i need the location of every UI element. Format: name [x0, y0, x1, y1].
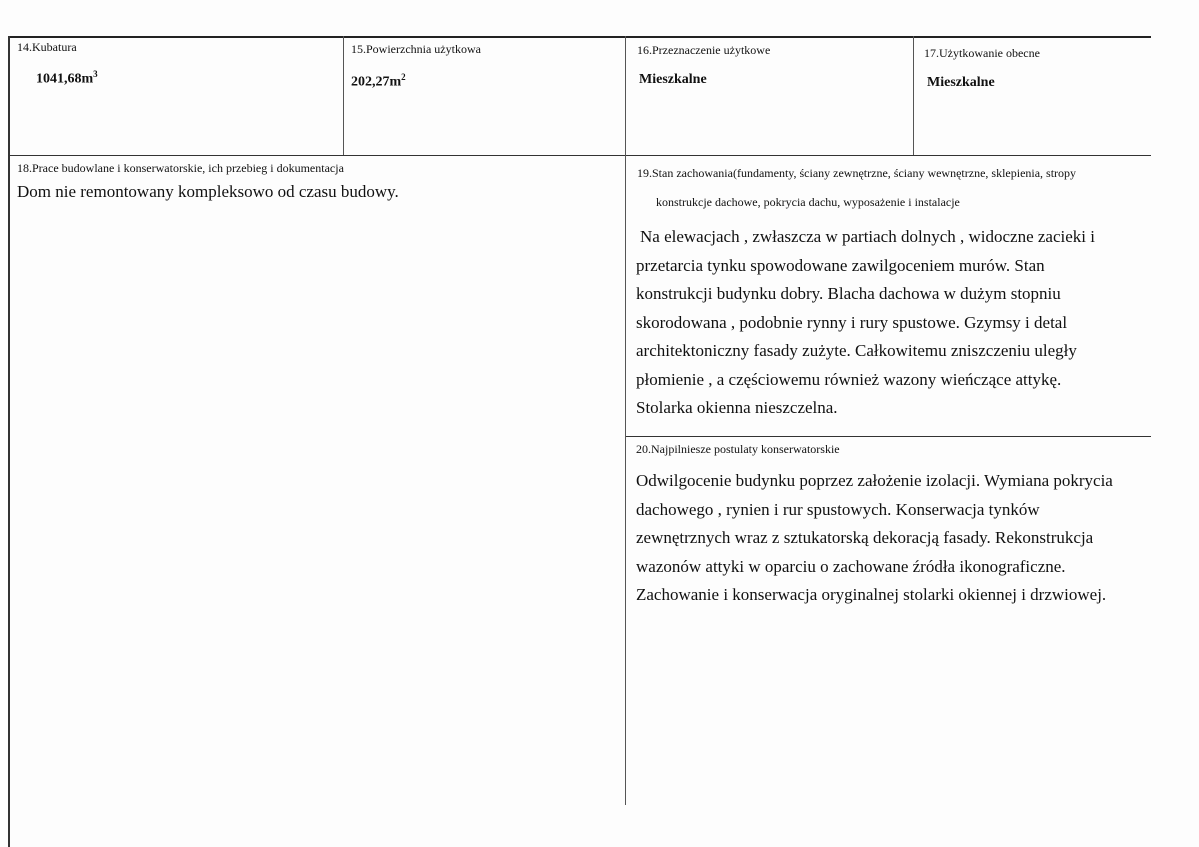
field-15-label: 15.Powierzchnia użytkowa: [351, 42, 481, 56]
section-19-20-divider: [625, 436, 1151, 437]
field-19-label-cont: konstrukcje dachowe, pokrycia dachu, wyposażenie i instalacje: [656, 195, 960, 209]
text-line: Na elewacjach , zwłaszcza w partiach dolnych , widoczne zacieki i: [640, 227, 1095, 246]
kubatura-value: 1041,68m: [36, 71, 94, 87]
powierzchnia-value: 202,27m: [351, 74, 402, 90]
field-16-label: 16.Przeznaczenie użytkowe: [637, 43, 771, 57]
text-line: zewnętrznych wraz z sztukatorską dekoracją fasady. Rekonstrukcja: [636, 528, 1094, 547]
top-border: [8, 36, 1151, 38]
col-divider-main: [625, 36, 626, 805]
field-14-label: 14.Kubatura: [17, 40, 77, 54]
field-18-text: Dom nie remontowany kompleksowo od czasu budowy.: [17, 182, 399, 201]
text-line: architektoniczny fasady zużyte. Całkowitemu zniszczeniu uległy: [636, 341, 1077, 360]
left-border: [8, 36, 10, 847]
field-20-label: 20.Najpilniesze postulaty konserwatorskie: [636, 442, 840, 456]
text-line: Stolarka okienna nieszczelna.: [636, 398, 838, 417]
text-line: dachowego , rynien i rur spustowych. Konserwacja tynków: [636, 499, 1040, 519]
text-line: wazonów attyki w oparciu o zachowane źródła ikonograficzne.: [636, 556, 1066, 576]
field-15-value: [351, 72, 406, 91]
field-19-text: [636, 223, 1095, 423]
field-16-value: Mieszkalne: [639, 72, 707, 87]
field-18-label: 18.Prace budowlane i konserwatorskie, ich przebieg i dokumentacja: [17, 161, 344, 175]
text-line: przetarcia tynku spowodowane zawilgoceniem murów. Stan: [636, 255, 1045, 275]
unit-exponent: 2: [401, 72, 406, 82]
text-line: skorodowana , podobnie rynny i rury spustowe. Gzymsy i detal: [636, 312, 1068, 332]
row-divider: [8, 155, 1151, 156]
col-divider-14-15: [343, 36, 344, 155]
text-line: Zachowanie i konserwacja oryginalnej stolarki okiennej i drzwiowej.: [636, 585, 1107, 604]
text-line: konstrukcji budynku dobry. Blacha dachowa w dużym stopniu: [636, 284, 1061, 303]
field-17-value: Mieszkalne: [927, 75, 995, 90]
field-14-value: [36, 69, 98, 88]
field-17-label: 17.Użytkowanie obecne: [924, 46, 1040, 60]
col-divider-16-17: [913, 36, 914, 155]
text-line: płomienie , a częściowemu również wazony wieńczące attykę.: [636, 369, 1062, 389]
unit-exponent: 3: [93, 69, 98, 79]
text-line: Odwilgocenie budynku poprzez założenie izolacji. Wymiana pokrycia: [636, 471, 1113, 490]
field-20-text: [636, 467, 1113, 610]
field-19-label: 19.Stan zachowania(fundamenty, ściany zewnętrzne, ściany wewnętrzne, sklepienia, stropy: [637, 166, 1077, 180]
